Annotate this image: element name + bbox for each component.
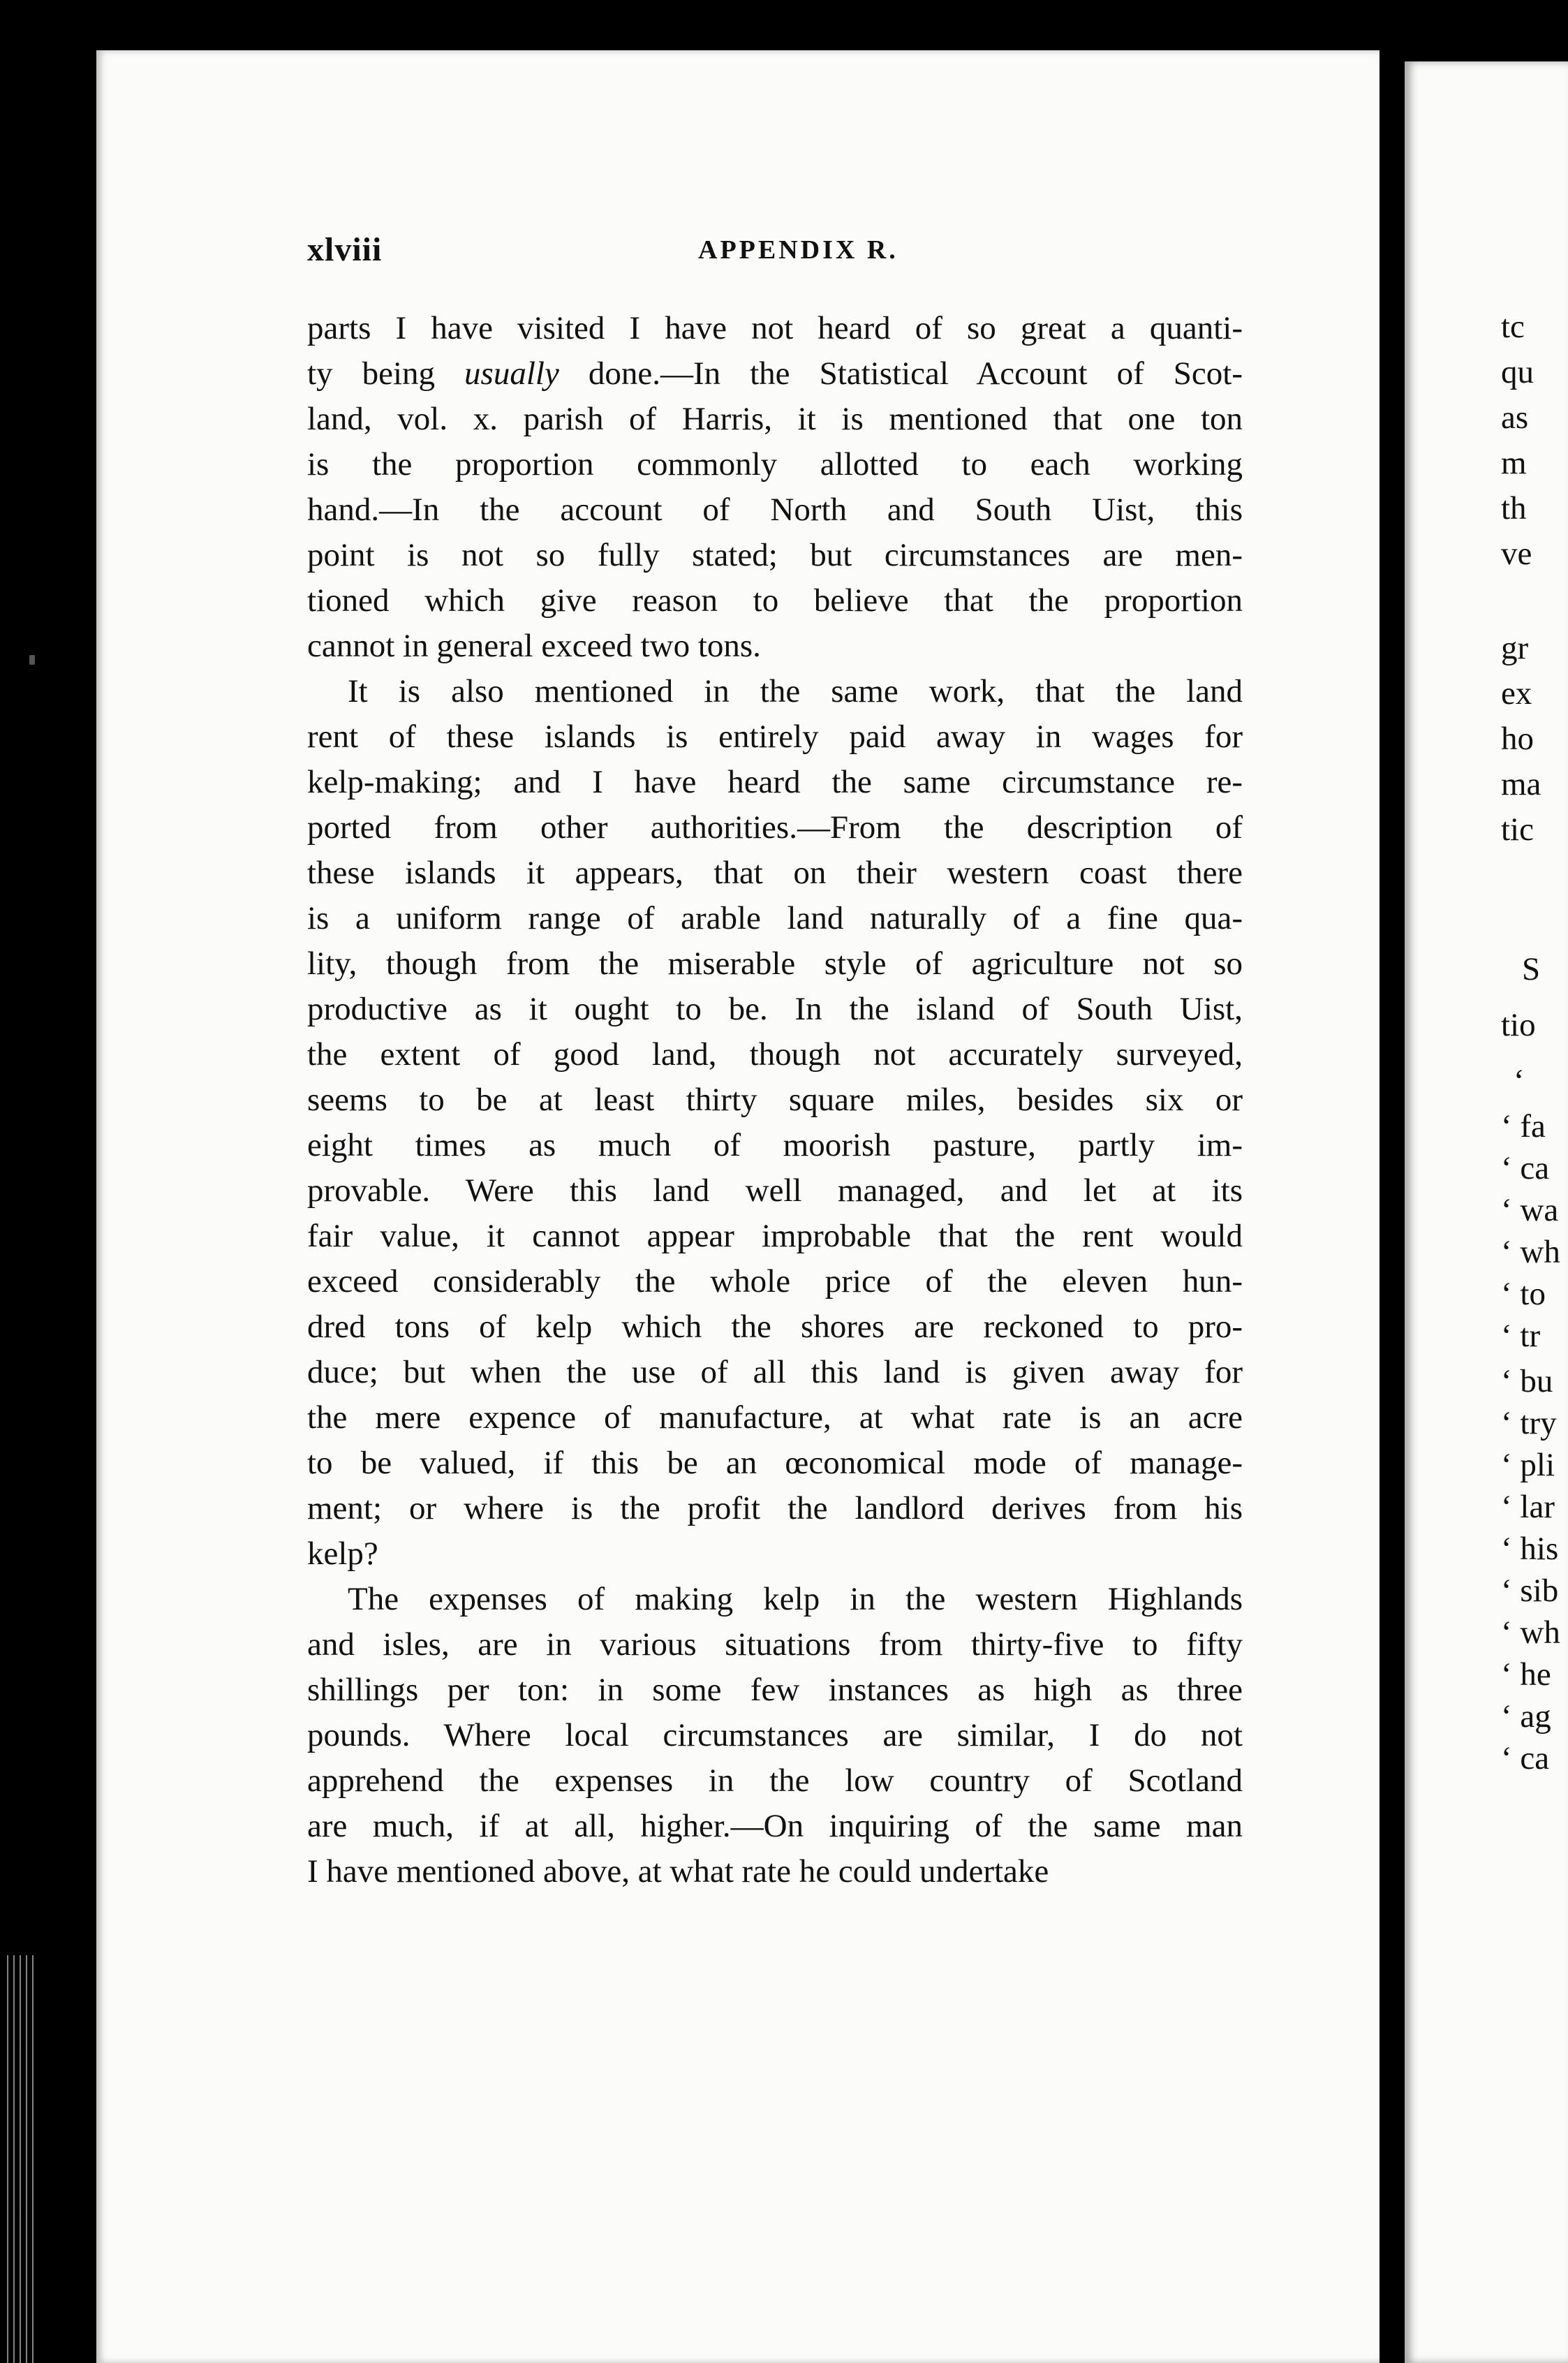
text-line: The expenses of making kelp in the western Highlands [348, 1581, 1243, 1617]
next-page-fragment: as [1501, 399, 1529, 436]
text-line: provable. Were this land well managed, and let at its [307, 1172, 1243, 1209]
next-page-fragment: ‘ wh [1501, 1234, 1560, 1270]
text-line: productive as it ought to be. In the island of South Uist, [307, 991, 1243, 1027]
next-page-fragment: ‘ ag [1501, 1698, 1551, 1735]
text-line: rent of these islands is entirely paid away in wages for [307, 719, 1243, 755]
text-line: the extent of good land, though not accurately surveyed, [307, 1036, 1243, 1073]
text-line: are much, if at all, higher.—On inquiring of the same man [307, 1808, 1243, 1844]
next-page-fragment: ‘ try [1501, 1405, 1557, 1441]
text-line: to be valued, if this be an œconomical mode of manage- [307, 1445, 1243, 1481]
text-line: these islands it appears, that on their western coast there [307, 855, 1243, 891]
next-page-fragment: tic [1501, 811, 1534, 848]
next-page-fragment: ‘ [1514, 1063, 1525, 1099]
text-line: seems to be at least thirty square miles, besides six or [307, 1082, 1243, 1118]
text-line: ty being usually done.—In the Statistical Account of Scot- [307, 355, 1243, 392]
next-page-fragment: ho [1501, 721, 1534, 757]
next-page-fragment: ‘ bu [1501, 1363, 1553, 1399]
text-line: I have mentioned above, at what rate he could undertake [307, 1853, 1049, 1890]
text-line: fair value, it cannot appear improbable that the rent would [307, 1218, 1243, 1254]
text-line: the mere expence of manufacture, at what rate is an acre [307, 1399, 1243, 1436]
text-line: It is also mentioned in the same work, that the land [348, 673, 1243, 709]
next-page-fragment: th [1501, 490, 1527, 527]
text-line: hand.—In the account of North and South Uist, this [307, 492, 1243, 528]
page-header [307, 230, 1243, 286]
text-line: ported from other authorities.—From the description of [307, 809, 1243, 846]
next-page-fragment: ‘ to [1501, 1276, 1546, 1312]
next-page-fragment: ‘ fa [1501, 1108, 1546, 1144]
next-page-fragment: m [1501, 445, 1527, 481]
text-line: shillings per ton: in some few instances as high as three [307, 1672, 1243, 1708]
next-page-fragment: gr [1501, 630, 1529, 666]
text-line: tioned which give reason to believe that the proportion [307, 582, 1243, 619]
text-line: cannot in general exceed two tons. [307, 628, 761, 664]
text-line: apprehend the expenses in the low country of Scotland [307, 1762, 1243, 1799]
next-page-fragment: ex [1501, 675, 1532, 712]
text-line: ment; or where is the profit the landlord derives from his [307, 1490, 1243, 1526]
next-page-fragment: S [1522, 951, 1541, 987]
next-page-fragment: ‘ tr [1501, 1318, 1541, 1354]
next-page-fragment: ‘ lar [1501, 1489, 1555, 1525]
next-page-fragment: ‘ sib [1501, 1573, 1559, 1609]
scanner-edge-lines [7, 1955, 35, 2363]
text-line: eight times as much of moorish pasture, partly im- [307, 1127, 1243, 1163]
next-page-fragment: ‘ his [1501, 1531, 1559, 1567]
next-page-fragment: tc [1501, 309, 1525, 345]
next-page-fragment: ‘ he [1501, 1656, 1551, 1693]
right-page-edge [1405, 61, 1568, 2363]
body-text [307, 306, 1243, 1894]
text-line: point is not so fully stated; but circumstances are men- [307, 537, 1243, 573]
text-line: parts I have visited I have not heard of so great a quanti- [307, 310, 1243, 346]
next-page-fragment: ‘ ca [1501, 1150, 1550, 1186]
page-number: xlviii [307, 231, 383, 268]
next-page-fragment: tio [1501, 1007, 1536, 1043]
next-page-fragment: ma [1501, 766, 1541, 802]
next-page-fragment: ‘ wa [1501, 1192, 1559, 1228]
text-line: kelp? [307, 1536, 378, 1572]
margin-mark [29, 655, 35, 665]
next-page-fragment: ‘ pli [1501, 1447, 1555, 1483]
next-page-fragment: qu [1501, 354, 1534, 390]
text-line: exceed considerably the whole price of the eleven hun- [307, 1263, 1243, 1300]
text-line: is the proportion commonly allotted to each working [307, 446, 1243, 483]
text-line: lity, though from the miserable style of agriculture not so [307, 945, 1243, 982]
running-head: APPENDIX R. [698, 235, 898, 265]
italic-word: usually [464, 355, 559, 392]
text-line: land, vol. x. parish of Harris, it is mentioned that one ton [307, 401, 1243, 437]
text-line: pounds. Where local circumstances are similar, I do not [307, 1717, 1243, 1753]
next-page-fragments [1405, 61, 1568, 2363]
text-line: kelp-making; and I have heard the same circumstance re- [307, 764, 1243, 800]
text-line: duce; but when the use of all this land is given away for [307, 1354, 1243, 1390]
text-line: is a uniform range of arable land naturally of a fine qua- [307, 900, 1243, 936]
text-line: and isles, are in various situations from thirty-five to fifty [307, 1626, 1243, 1663]
next-page-fragment: ve [1501, 536, 1532, 572]
next-page-fragment: ‘ ca [1501, 1740, 1550, 1776]
text-line: dred tons of kelp which the shores are reckoned to pro- [307, 1309, 1243, 1345]
next-page-fragment: ‘ wh [1501, 1614, 1560, 1651]
